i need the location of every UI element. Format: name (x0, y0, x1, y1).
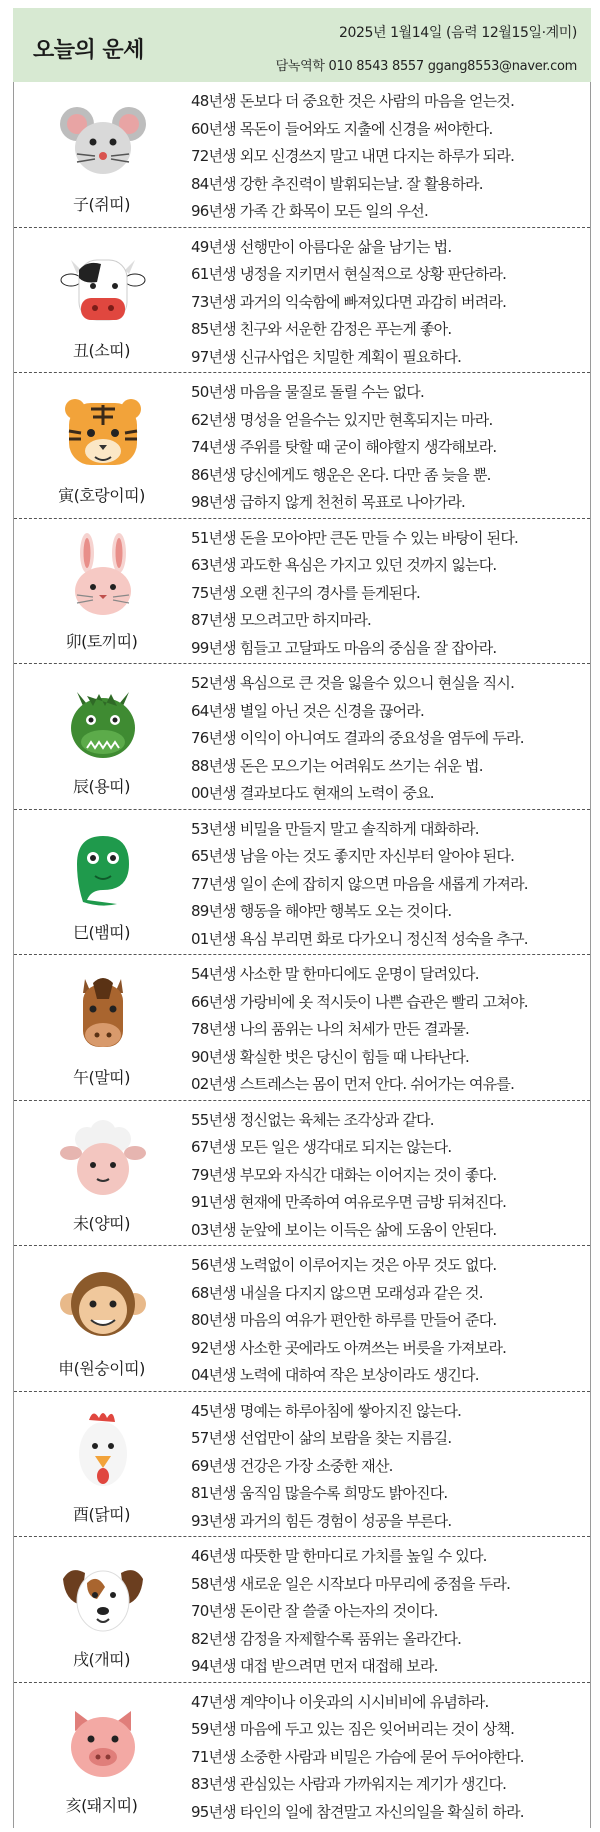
fortune-line: 69년생 건강은 가장 소중한 재산. (191, 1456, 393, 1475)
zodiac-section (14, 1246, 590, 1392)
cow-icon (57, 242, 149, 330)
snake-icon (57, 824, 149, 912)
fortune-line: 72년생 외모 신경쓰지 말고 내면 다지는 하루가 되라. (191, 147, 515, 165)
header-date: 2025년 1월14일 (음력 12월15일·계미) (338, 25, 577, 41)
fortune-line: 49년생 선행만이 아름다운 삶을 남기는 법. (191, 237, 452, 256)
header (13, 8, 591, 82)
fortune-line: 47년생 계약이나 이웃과의 시시비비에 유념하라. (191, 1692, 489, 1711)
fortune-line: 45년생 명예는 하루아침에 쌓아지진 않는다. (191, 1401, 462, 1420)
fortune-line: 68년생 내실을 다지지 않으면 모래성과 같은 것. (191, 1283, 483, 1302)
fortune-lines (191, 234, 587, 372)
fortune-line: 82년생 감정을 자제할수록 품위는 올라간다. (191, 1629, 462, 1648)
fortune-line: 87년생 모으려고만 하지마라. (191, 611, 371, 629)
zodiac-section (14, 664, 590, 810)
fortune-line: 77년생 일이 손에 잡히지 않으면 마음을 새롭게 가져라. (191, 874, 528, 893)
zodiac-label: 酉(닭띠) (73, 1504, 130, 1524)
zodiac-label: 申(원숭이띠) (58, 1359, 145, 1378)
monkey-icon (57, 1260, 149, 1348)
fortune-line: 74년생 주위를 탓할 때 굳이 해야할지 생각해보라. (191, 438, 497, 456)
fortune-list (13, 82, 591, 1828)
fortune-line: 51년생 돈을 모아야만 큰돈 만들 수 있는 바탕이 된다. (191, 528, 519, 547)
fortune-line: 94년생 대접 받으려면 먼저 대접해 보라. (191, 1657, 438, 1675)
fortune-line: 59년생 마음에 두고 있는 짐은 잊어버리는 것이 상책. (191, 1720, 515, 1738)
fortune-line: 83년생 관심있는 사람과 가까워지는 계기가 생긴다. (191, 1775, 507, 1793)
fortune-line: 60년생 목돈이 들어와도 지출에 신경을 써야한다. (191, 119, 493, 138)
zodiac-section (14, 1683, 590, 1829)
fortune-lines (191, 525, 587, 663)
rooster-icon (57, 1406, 149, 1494)
zodiac-section (14, 1537, 590, 1683)
fortune-line: 58년생 새로운 일은 시작보다 마무리에 중점을 두라. (191, 1574, 511, 1593)
zodiac-label: 丑(소띠) (73, 340, 130, 360)
zodiac-section (14, 1101, 590, 1247)
fortune-line: 97년생 신규사업은 치밀한 계획이 필요하다. (191, 347, 462, 366)
dog-icon (57, 1551, 149, 1639)
zodiac-label: 卯(토끼띠) (65, 631, 138, 651)
fortune-line: 02년생 스트레스는 몸이 먼저 안다. 쉬어가는 여유를. (191, 1075, 515, 1093)
zodiac-label: 辰(용띠) (73, 777, 130, 796)
fortune-line: 67년생 모든 일은 생각대로 되지는 않는다. (191, 1138, 452, 1156)
fortune-line: 86년생 당신에게도 행운은 온다. 다만 좀 늦을 뿐. (191, 465, 491, 484)
fortune-line: 70년생 돈이란 잘 쓸줄 아는자의 것이다. (191, 1602, 438, 1620)
fortune-lines (191, 1107, 587, 1245)
fortune-line: 95년생 타인의 일에 참견말고 자신의일을 확실히 하라. (191, 1802, 524, 1821)
fortune-line: 96년생 가족 간 화목이 모든 일의 우선. (191, 202, 428, 220)
header-contact: 담녹역학 010 8543 8557 ggang8553@naver.com (275, 59, 577, 74)
fortune-line: 75년생 오랜 친구의 경사를 듣게된다. (191, 583, 420, 602)
fortune-lines (191, 961, 587, 1099)
zodiac-section (14, 1392, 590, 1538)
fortune-line: 91년생 현재에 만족하여 여유로우면 금방 뒤쳐진다. (191, 1193, 507, 1211)
zodiac-section (14, 955, 590, 1101)
fortune-line: 76년생 이익이 아니여도 결과의 중요성을 염두에 두라. (191, 729, 524, 747)
fortune-line: 84년생 강한 추진력이 발휘되는날. 잘 활용하라. (191, 174, 483, 193)
fortune-line: 55년생 정신없는 육체는 조각상과 같다. (191, 1110, 434, 1129)
fortune-line: 52년생 욕심으로 큰 것을 잃을수 있으니 현실을 직시. (191, 674, 515, 692)
rabbit-icon (57, 533, 149, 621)
fortune-lines (191, 88, 587, 226)
fortune-line: 93년생 과거의 힘든 경험이 성공을 부른다. (191, 1511, 452, 1530)
fortune-line: 53년생 비밀을 만들지 말고 솔직하게 대화하라. (191, 819, 479, 838)
fortune-line: 80년생 마음의 여유가 편안한 하루를 만들어 준다. (191, 1311, 497, 1329)
fortune-line: 48년생 돈보다 더 중요한 것은 사람의 마음을 얻는것. (191, 92, 515, 110)
zodiac-label: 巳(뱀띠) (73, 922, 130, 942)
fortune-line: 64년생 별일 아닌 것은 신경을 끊어라. (191, 701, 424, 720)
fortune-line: 01년생 욕심 부리면 화로 다가오니 정신적 성숙을 추구. (191, 929, 528, 948)
tiger-icon (57, 387, 149, 475)
dragon-icon (57, 678, 149, 766)
fortune-line: 56년생 노력없이 이루어지는 것은 아무 것도 없다. (191, 1256, 497, 1274)
fortune-line: 62년생 명성을 얻을수는 있지만 현혹되지는 마라. (191, 410, 493, 429)
fortune-line: 85년생 친구와 서운한 감정은 푸는게 좋아. (191, 320, 452, 338)
fortune-line: 63년생 과도한 욕심은 가지고 있던 것까지 잃는다. (191, 556, 497, 574)
fortune-line: 57년생 선업만이 삶의 보람을 찾는 지름길. (191, 1429, 452, 1447)
fortune-line: 04년생 노력에 대하여 작은 보상이라도 생긴다. (191, 1366, 479, 1384)
fortune-line: 99년생 힘들고 고달파도 마음의 중심을 잘 잡아라. (191, 638, 497, 657)
fortune-lines (191, 1543, 587, 1681)
fortune-line: 92년생 사소한 곳에라도 아껴쓰는 버릇을 가져보라. (191, 1338, 507, 1357)
fortune-line: 03년생 눈앞에 보이는 이득은 삶에 도움이 안된다. (191, 1220, 497, 1239)
page-title: 오늘의 운세 (33, 38, 144, 63)
fortune-lines (191, 816, 587, 954)
fortune-line: 65년생 남을 아는 것도 좋지만 자신부터 알아야 된다. (191, 847, 515, 865)
fortune-line: 78년생 나의 품위는 나의 처세가 만든 결과물. (191, 1020, 469, 1038)
fortune-line: 00년생 결과보다도 현재의 노력이 중요. (191, 784, 434, 802)
zodiac-section (14, 228, 590, 374)
fortune-lines (191, 1398, 587, 1536)
horse-icon (57, 969, 149, 1057)
zodiac-label: 午(말띠) (73, 1068, 130, 1087)
zodiac-section (14, 373, 590, 519)
fortune-line: 71년생 소중한 사람과 비밀은 가슴에 묻어 두어야한다. (191, 1747, 524, 1766)
fortune-line: 88년생 돈은 모으기는 어려워도 쓰기는 쉬운 법. (191, 756, 483, 775)
pig-icon (57, 1697, 149, 1785)
zodiac-section (14, 82, 590, 228)
fortune-line: 46년생 따뜻한 말 한마디로 가치를 높일 수 있다. (191, 1547, 487, 1565)
fortune-lines (191, 1689, 587, 1827)
zodiac-section (14, 519, 590, 665)
fortune-line: 79년생 부모와 자식간 대화는 이어지는 것이 좋다. (191, 1165, 497, 1184)
fortune-line: 66년생 가랑비에 옷 적시듯이 나쁜 습관은 빨리 고쳐야. (191, 992, 528, 1011)
fortune-lines (191, 670, 587, 808)
zodiac-label: 戌(개띠) (73, 1650, 130, 1669)
fortune-line: 50년생 마음을 물질로 돌릴 수는 없다. (191, 383, 424, 401)
fortune-line: 81년생 움직임 많을수록 희망도 밝아진다. (191, 1484, 448, 1502)
fortune-line: 98년생 급하지 않게 천천히 목표로 나아가라. (191, 493, 466, 511)
zodiac-label: 子(쥐띠) (73, 195, 130, 214)
fortune-line: 73년생 과거의 익숙함에 빠져있다면 과감히 버려라. (191, 292, 507, 311)
mouse-icon (57, 96, 149, 184)
zodiac-section (14, 810, 590, 956)
zodiac-label: 寅(호랑이띠) (58, 486, 145, 505)
fortune-line: 61년생 냉정을 지키면서 현실적으로 상황 판단하라. (191, 265, 507, 283)
fortune-line: 54년생 사소한 말 한마디에도 운명이 달려있다. (191, 965, 479, 983)
fortune-lines (191, 1252, 587, 1390)
fortune-lines (191, 379, 587, 517)
fortune-line: 89년생 행동을 해야만 행복도 오는 것이다. (191, 902, 452, 920)
zodiac-label: 未(양띠) (73, 1213, 130, 1233)
zodiac-label: 亥(돼지띠) (65, 1795, 138, 1815)
sheep-icon (57, 1115, 149, 1203)
fortune-line: 90년생 확실한 벗은 당신이 힘들 때 나타난다. (191, 1047, 469, 1066)
